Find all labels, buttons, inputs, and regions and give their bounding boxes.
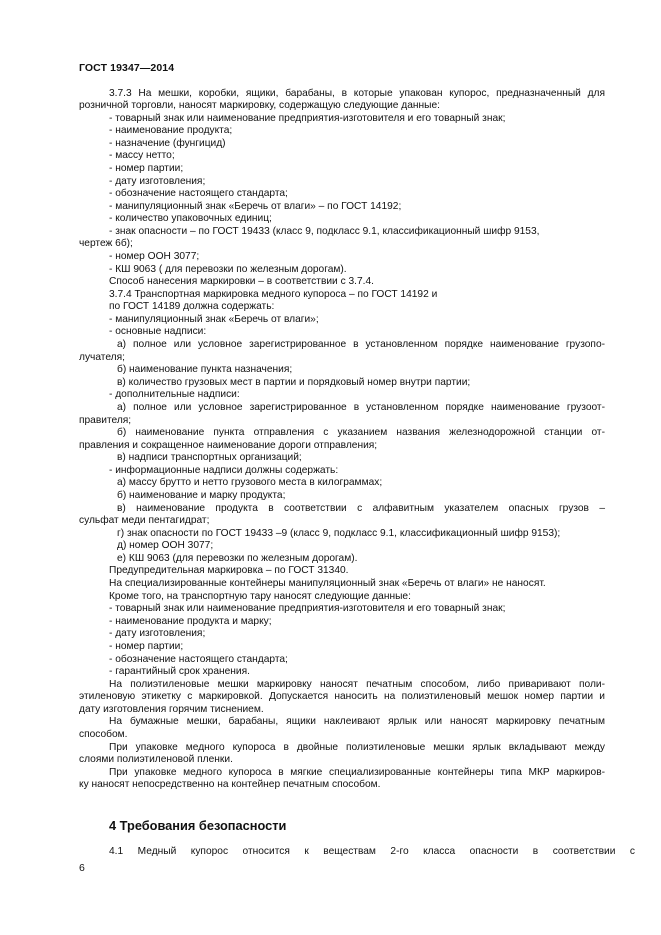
- text-line: - товарный знак или наименование предприятия-изготовителя и его товарный знак;: [109, 112, 506, 124]
- text-line: - манипуляционный знак «Беречь от влаги»;: [109, 313, 319, 325]
- text-line: а) полное или условное зарегистрированное в установленном порядке наименование грузоот-: [117, 401, 605, 413]
- text-line: - манипуляционный знак «Беречь от влаги» – по ГОСТ 14192;: [109, 200, 402, 212]
- text-line: - наименование продукта;: [109, 125, 233, 137]
- text-line: - гарантийный срок хранения.: [109, 666, 250, 678]
- text-line: - основные надписи:: [109, 326, 207, 338]
- text-line: - КШ 9063 ( для перевозки по железным дорогам).: [109, 263, 347, 275]
- text-line: сульфат меди пентагидрат;: [79, 515, 210, 527]
- text-line: - обозначение настоящего стандарта;: [109, 188, 288, 200]
- text-line: На специализированные контейнеры манипуляционный знак «Беречь от влаги» не наносят.: [109, 578, 546, 590]
- text-line: - номер ООН 3077;: [109, 251, 200, 263]
- text-line: е) КШ 9063 (для перевозки по железным дорогам).: [117, 552, 358, 564]
- text-line: Способ нанесения маркировки – в соответствии с 3.7.4.: [109, 276, 374, 288]
- text-line: дату изготовления горячим тиснением.: [79, 703, 264, 715]
- text-line: правителя;: [79, 414, 132, 426]
- text-line: по ГОСТ 14189 должна содержать:: [109, 301, 275, 313]
- text-line: розничной торговли, наносят маркировку, содержащую следующие данные:: [79, 100, 440, 112]
- text-line: б) наименование и марку продукта;: [117, 490, 286, 501]
- text-line: - количество упаковочных единиц;: [109, 213, 272, 225]
- text-line: При упаковке медного купороса в мягкие специализированные контейнеры типа МКР маркиров-: [109, 766, 605, 778]
- body-text: [79, 88, 605, 792]
- text-line: этиленовую этикетку с маркировкой. Допускается наносить на полиэтиленовый мешок номер партии и: [79, 691, 605, 703]
- text-line: При упаковке медного купороса в двойные полиэтиленовые мешки ярлык вкладывают между: [109, 741, 605, 753]
- text-line: в) наименование продукта в соответствии с алфавитным указателем опасных грузов –: [117, 502, 605, 514]
- text-line: - обозначение настоящего стандарта;: [109, 653, 288, 665]
- text-line: б) наименование пункта назначения;: [117, 364, 293, 376]
- text-line: - знак опасности – по ГОСТ 19433 (класс 9, подкласс 9.1, классификационный шифр 9153,: [109, 225, 540, 237]
- text-line: Предупредительная маркировка – по ГОСТ 31340.: [109, 565, 349, 577]
- text-line: д) номер ООН 3077;: [117, 540, 214, 552]
- text-line: - номер партии;: [109, 640, 184, 652]
- text-line: чертеж 6б);: [79, 238, 133, 250]
- page-number: 6: [79, 862, 85, 874]
- text-line: 3.7.3 На мешки, коробки, ящики, барабаны, в которые упакован купорос, предназначенный для: [109, 87, 605, 99]
- text-line: - наименование продукта и марку;: [109, 615, 272, 627]
- text-line: а) полное или условное зарегистрированное в установленном порядке наименование грузопо-: [117, 339, 605, 351]
- text-line: На бумажные мешки, барабаны, ящики наклеивают ярлык или наносят маркировку печатным: [109, 716, 605, 728]
- text-line: 3.7.4 Транспортная маркировка медного купороса – по ГОСТ 14192 и: [109, 288, 438, 300]
- document-header: ГОСТ 19347—2014: [79, 62, 175, 74]
- text-line: - дату изготовления;: [109, 628, 206, 640]
- text-line: правления и сокращенное наименование дороги отправления;: [79, 439, 378, 451]
- text-line: способом.: [79, 728, 128, 740]
- text-line: г) знак опасности по ГОСТ 19433 –9 (класс 9, подкласс 9.1, классификационный шифр 9153);: [117, 527, 561, 539]
- text-line: в) надписи транспортных организаций;: [117, 452, 302, 464]
- text-line: - дополнительные надписи:: [109, 389, 240, 401]
- text-line: лучателя;: [79, 351, 125, 363]
- text-line: - товарный знак или наименование предприятия-изготовителя и его товарный знак;: [109, 603, 506, 615]
- text-line: слоями полиэтиленовой пленки.: [79, 754, 233, 766]
- section-heading: 4 Требования безопасности: [109, 818, 287, 833]
- text-line: - массу нетто;: [109, 150, 175, 162]
- text-line: б) наименование пункта отправления с указанием названия железнодорожной станции от-: [117, 427, 605, 439]
- text-line: а) массу брутто и нетто грузового места в килограммах;: [117, 477, 383, 489]
- text-line: Кроме того, на транспортную тару наносят следующие данные:: [109, 590, 411, 602]
- paragraph-4-1: 4.1 Медный купорос относится к веществам 2-го класса опасности в соответствии с: [109, 846, 635, 857]
- text-line: - дату изготовления;: [109, 175, 206, 187]
- text-line: в) количество грузовых мест в партии и порядковый номер внутри партии;: [117, 376, 471, 388]
- text-line: - информационные надписи должны содержать:: [109, 464, 339, 476]
- text-line: - назначение (фунгицид): [109, 137, 226, 149]
- text-line: - номер партии;: [109, 162, 184, 174]
- text-line: ку наносят непосредственно на контейнер печатным способом.: [79, 779, 381, 791]
- text-line: На полиэтиленовые мешки маркировку наносят печатным способом, либо приваривают поли-: [109, 678, 605, 690]
